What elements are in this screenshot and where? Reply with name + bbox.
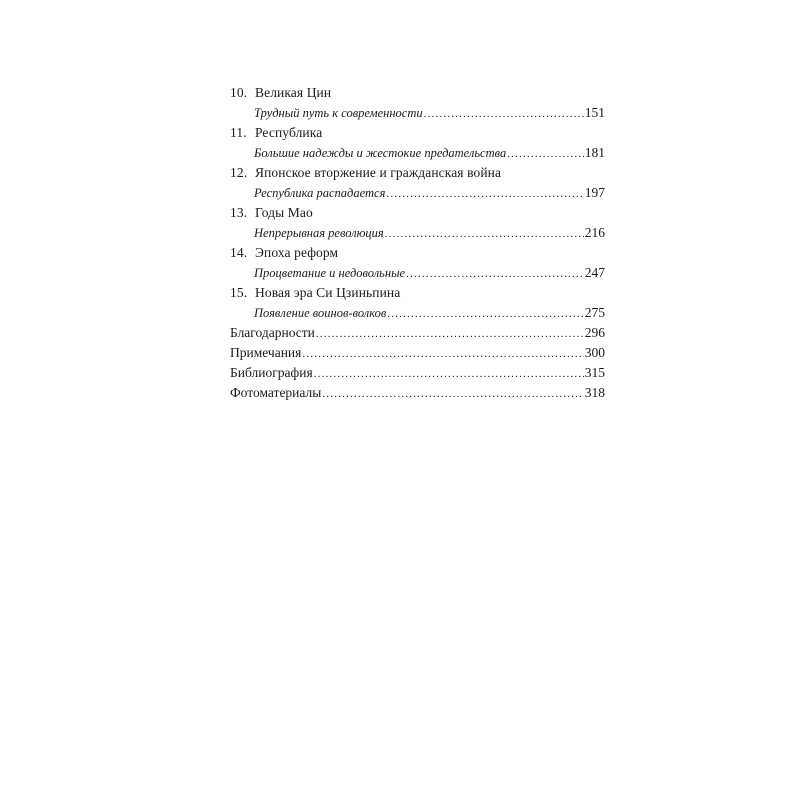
chapter-heading xyxy=(230,203,605,223)
chapter-number: 14. xyxy=(230,245,248,260)
chapter-subtitle: Процветание и недовольные xyxy=(254,266,406,280)
chapter-subtitle: Большие надежды и жестокие предательства xyxy=(254,146,507,160)
dot-leader xyxy=(386,184,583,204)
chapter-number: 11. xyxy=(230,125,247,140)
page-number: 275 xyxy=(584,305,605,320)
chapter-entry xyxy=(230,123,605,163)
dot-leader xyxy=(314,364,584,384)
chapter-subtitle-line[interactable] xyxy=(230,303,605,323)
chapter-entry xyxy=(230,83,605,123)
dot-leader xyxy=(424,104,584,124)
chapter-subtitle-line[interactable] xyxy=(230,263,605,283)
chapter-subtitle: Трудный путь к современности xyxy=(254,106,423,120)
back-matter-photos[interactable] xyxy=(230,383,605,403)
chapter-heading xyxy=(230,243,605,263)
chapter-title: Республика xyxy=(255,125,323,140)
chapter-subtitle-line[interactable] xyxy=(230,143,605,163)
back-matter-title: Благодарности xyxy=(230,325,315,340)
page-number: 247 xyxy=(584,265,605,280)
back-matter-acknowledgements[interactable] xyxy=(230,323,605,343)
chapter-heading xyxy=(230,123,605,143)
chapter-entry xyxy=(230,243,605,283)
page-number: 318 xyxy=(584,385,605,400)
chapter-subtitle: Появление воинов-волков xyxy=(254,306,387,320)
chapter-title: Великая Цин xyxy=(255,85,332,100)
back-matter-title: Примечания xyxy=(230,345,302,360)
chapter-number: 15. xyxy=(230,285,248,300)
chapter-entry xyxy=(230,163,605,203)
page-number: 197 xyxy=(584,185,605,200)
chapter-title: Годы Мао xyxy=(255,205,313,220)
dot-leader xyxy=(316,324,584,344)
back-matter-notes[interactable] xyxy=(230,343,605,363)
chapter-title: Эпоха реформ xyxy=(255,245,339,260)
table-of-contents xyxy=(230,83,605,403)
chapter-number: 10. xyxy=(230,85,248,100)
page-number: 296 xyxy=(584,325,605,340)
chapter-title: Японское вторжение и гражданская война xyxy=(255,165,502,180)
chapter-subtitle-line[interactable] xyxy=(230,183,605,203)
back-matter-title: Фотоматериалы xyxy=(230,385,322,400)
dot-leader xyxy=(385,224,584,244)
page-number: 216 xyxy=(584,225,605,240)
dot-leader xyxy=(406,264,584,284)
chapter-heading xyxy=(230,283,605,303)
back-matter-title: Библиография xyxy=(230,365,313,380)
chapter-subtitle: Непрерывная революция xyxy=(254,226,384,240)
chapter-subtitle: Республика распадается xyxy=(254,186,386,200)
chapter-number: 12. xyxy=(230,165,248,180)
back-matter-bibliography[interactable] xyxy=(230,363,605,383)
chapter-subtitle-line[interactable] xyxy=(230,223,605,243)
chapter-heading xyxy=(230,163,605,183)
chapter-entry xyxy=(230,203,605,243)
chapter-number: 13. xyxy=(230,205,248,220)
page-number: 300 xyxy=(584,345,605,360)
dot-leader xyxy=(302,344,583,364)
chapter-title: Новая эра Си Цзиньпина xyxy=(255,285,401,300)
chapter-subtitle-line[interactable] xyxy=(230,103,605,123)
page-number: 181 xyxy=(584,145,605,160)
chapter-entry xyxy=(230,283,605,323)
page-number: 315 xyxy=(584,365,605,380)
dot-leader xyxy=(387,304,583,324)
dot-leader xyxy=(322,384,583,404)
dot-leader xyxy=(507,144,584,164)
page-number: 151 xyxy=(584,105,605,120)
chapter-heading xyxy=(230,83,605,103)
